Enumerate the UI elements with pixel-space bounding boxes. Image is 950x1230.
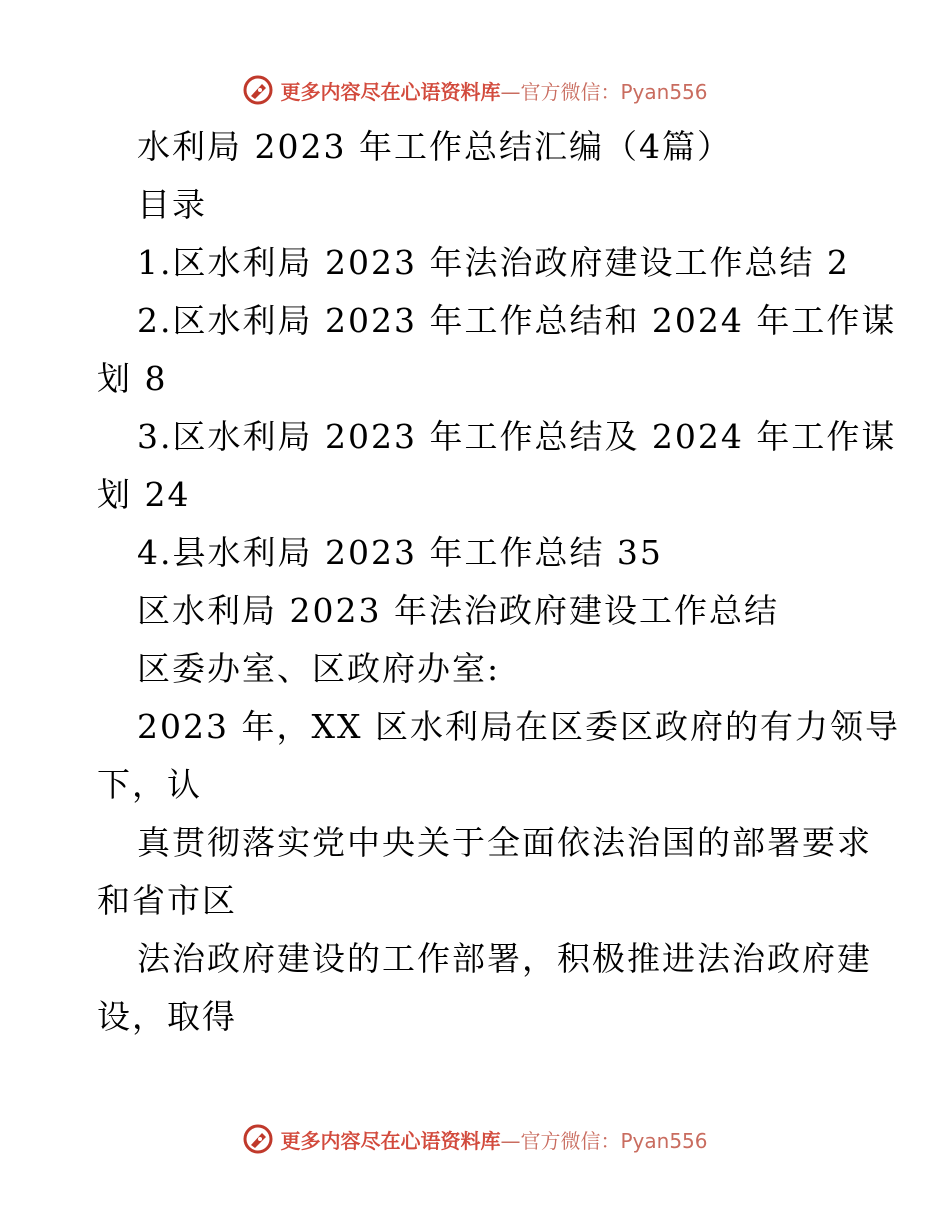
banner-text [280,76,707,105]
paragraph-line: 和省市区 [97,881,237,920]
paragraph-line: 下，认 [97,765,202,804]
paragraph-line: 法治政府建设的工作部署，积极推进法治政府建 [137,939,872,978]
document-title: 水利局 2023 年工作总结汇编（4篇） [137,127,732,166]
banner-dash: — [500,1128,521,1153]
pen-nib-circle-icon [242,1123,274,1155]
banner-contact-id: Pyan556 [620,1128,708,1153]
banner-contact-prefix: 官方微信： [520,1128,621,1153]
toc-item-2: 2.区水利局 2023 年工作总结和 2024 年工作谋 [137,301,897,340]
banner-brand-text: 更多内容尽在心语资料库 [280,1128,501,1153]
salutation: 区委办室、区政府办室: [137,649,501,688]
toc-item-1: 1.区水利局 2023 年法治政府建设工作总结 2 [137,243,850,282]
pen-nib-circle-icon [242,74,274,106]
paragraph-line: 设，取得 [97,997,237,1036]
banner-brand-text: 更多内容尽在心语资料库 [280,79,501,104]
paragraph-line: 2023 年，XX 区水利局在区委区政府的有力领导 [137,707,900,746]
toc-item-3-continued: 划 24 [97,475,191,514]
toc-item-2-continued: 划 8 [97,359,168,398]
banner-contact-prefix: 官方微信： [520,79,621,104]
banner-dash: — [500,79,521,104]
toc-item-3: 3.区水利局 2023 年工作总结及 2024 年工作谋 [137,417,897,456]
footer-banner [0,1119,950,1159]
paragraph-line: 真贯彻落实党中央关于全面依法治国的部署要求 [137,823,872,862]
section-heading: 区水利局 2023 年法治政府建设工作总结 [137,591,779,630]
toc-heading: 目录 [137,185,207,224]
toc-item-4: 4.县水利局 2023 年工作总结 35 [137,533,663,572]
banner-contact-id: Pyan556 [620,79,708,104]
banner-text [280,1125,707,1154]
header-banner [0,70,950,110]
